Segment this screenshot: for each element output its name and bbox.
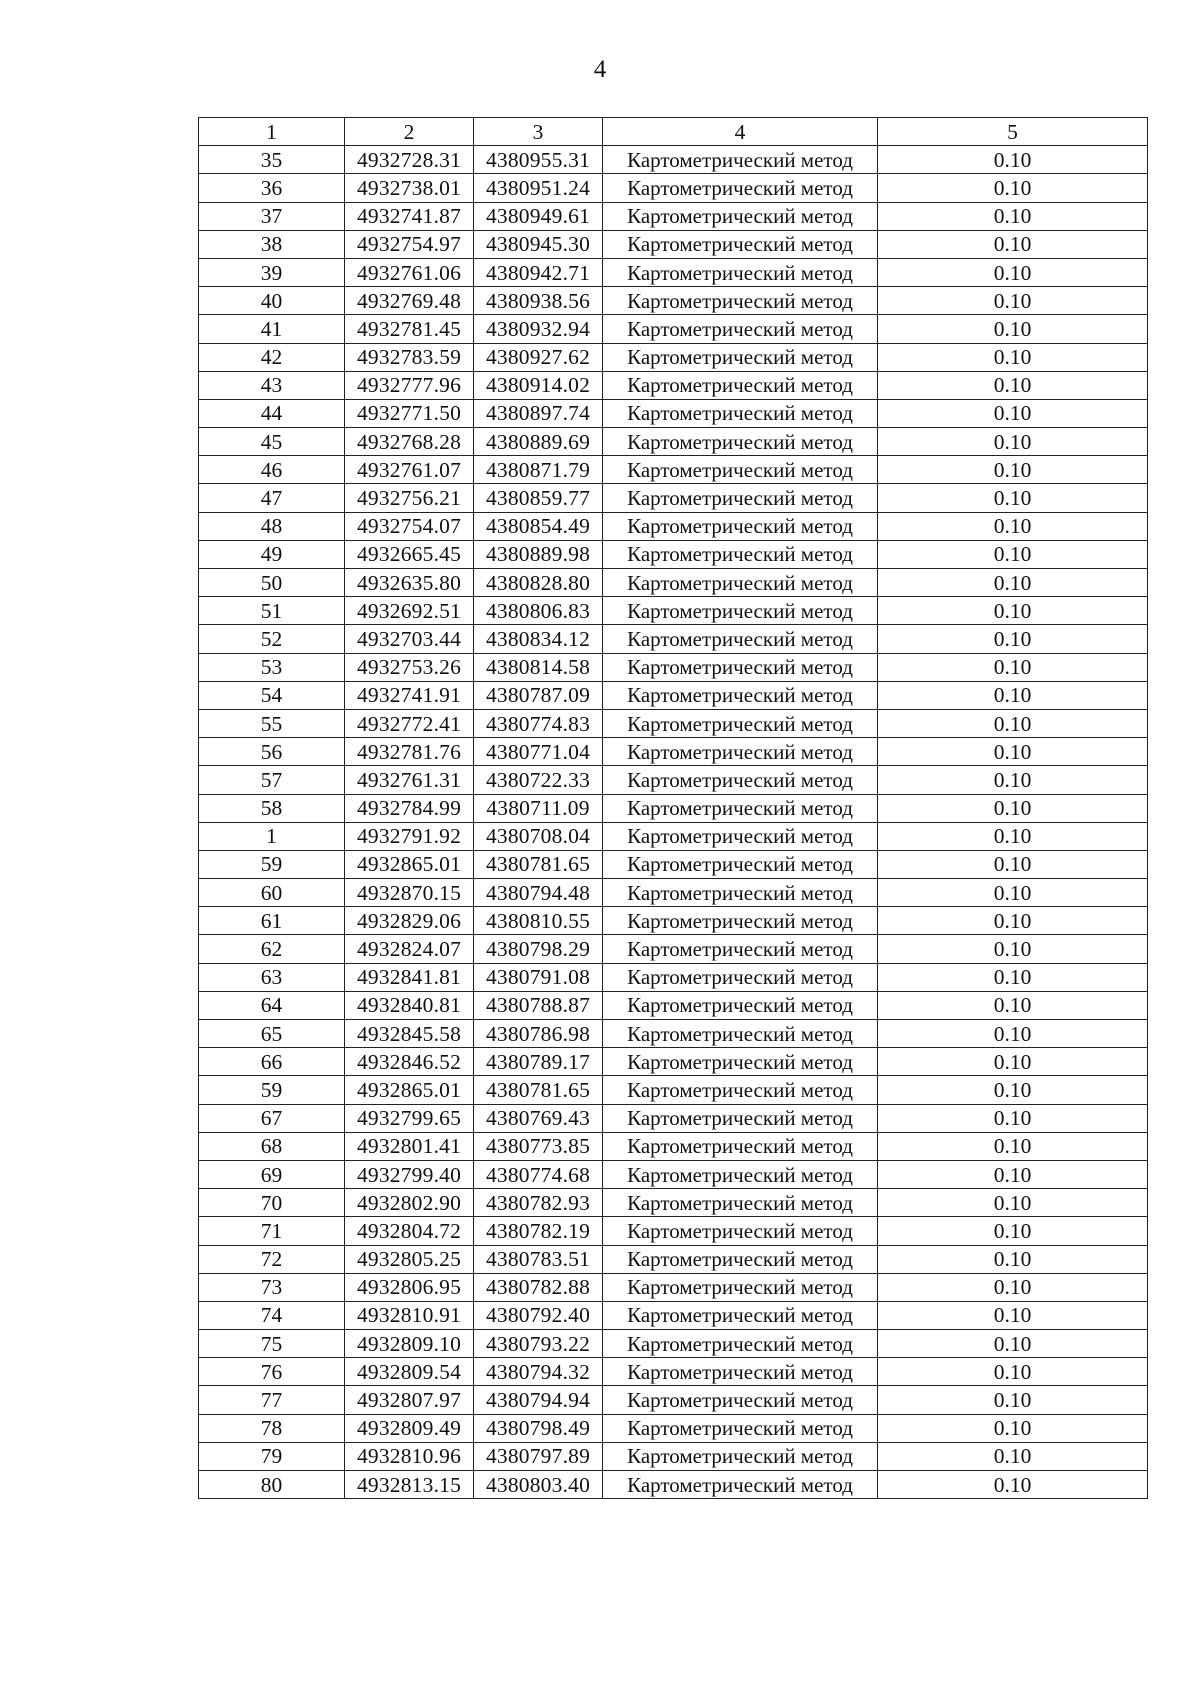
table-row bbox=[199, 1301, 1148, 1329]
table-row bbox=[199, 399, 1148, 427]
point-number-cell: 44 bbox=[199, 399, 345, 427]
table-row bbox=[199, 822, 1148, 850]
y-coordinate-cell: 4380889.98 bbox=[474, 540, 603, 568]
x-coordinate-cell: 4932728.31 bbox=[345, 146, 474, 174]
precision-cell: 0.10 bbox=[878, 484, 1148, 512]
x-coordinate-cell: 4932769.48 bbox=[345, 287, 474, 315]
x-coordinate-cell: 4932829.06 bbox=[345, 907, 474, 935]
point-number-cell: 37 bbox=[199, 202, 345, 230]
y-coordinate-cell: 4380708.04 bbox=[474, 822, 603, 850]
y-coordinate-cell: 4380798.29 bbox=[474, 935, 603, 963]
y-coordinate-cell: 4380789.17 bbox=[474, 1048, 603, 1076]
x-coordinate-cell: 4932754.97 bbox=[345, 230, 474, 258]
x-coordinate-cell: 4932791.92 bbox=[345, 822, 474, 850]
precision-cell: 0.10 bbox=[878, 1160, 1148, 1188]
x-coordinate-cell: 4932865.01 bbox=[345, 850, 474, 878]
method-cell: Картометрический метод bbox=[603, 428, 878, 456]
point-number-cell: 70 bbox=[199, 1189, 345, 1217]
point-number-cell: 46 bbox=[199, 456, 345, 484]
precision-cell: 0.10 bbox=[878, 879, 1148, 907]
point-number-cell: 66 bbox=[199, 1048, 345, 1076]
method-cell: Картометрический метод bbox=[603, 1358, 878, 1386]
method-cell: Картометрический метод bbox=[603, 738, 878, 766]
precision-cell: 0.10 bbox=[878, 1386, 1148, 1414]
x-coordinate-cell: 4932846.52 bbox=[345, 1048, 474, 1076]
x-coordinate-cell: 4932810.96 bbox=[345, 1442, 474, 1470]
y-coordinate-cell: 4380798.49 bbox=[474, 1414, 603, 1442]
table-header-row bbox=[199, 118, 1148, 146]
y-coordinate-cell: 4380889.69 bbox=[474, 428, 603, 456]
table-row bbox=[199, 315, 1148, 343]
precision-cell: 0.10 bbox=[878, 907, 1148, 935]
method-cell: Картометрический метод bbox=[603, 1273, 878, 1301]
y-coordinate-cell: 4380781.65 bbox=[474, 1076, 603, 1104]
method-cell: Картометрический метод bbox=[603, 202, 878, 230]
point-number-cell: 74 bbox=[199, 1301, 345, 1329]
table-row bbox=[199, 540, 1148, 568]
precision-cell: 0.10 bbox=[878, 343, 1148, 371]
table-row bbox=[199, 1414, 1148, 1442]
x-coordinate-cell: 4932799.65 bbox=[345, 1104, 474, 1132]
table-body bbox=[199, 118, 1148, 1499]
point-number-cell: 69 bbox=[199, 1160, 345, 1188]
y-coordinate-cell: 4380782.88 bbox=[474, 1273, 603, 1301]
table-row bbox=[199, 597, 1148, 625]
x-coordinate-cell: 4932802.90 bbox=[345, 1189, 474, 1217]
precision-cell: 0.10 bbox=[878, 766, 1148, 794]
precision-cell: 0.10 bbox=[878, 174, 1148, 202]
table-row bbox=[199, 343, 1148, 371]
precision-cell: 0.10 bbox=[878, 1020, 1148, 1048]
x-coordinate-cell: 4932813.15 bbox=[345, 1471, 474, 1499]
point-number-cell: 38 bbox=[199, 230, 345, 258]
table-row bbox=[199, 794, 1148, 822]
precision-cell: 0.10 bbox=[878, 794, 1148, 822]
precision-cell: 0.10 bbox=[878, 230, 1148, 258]
table-row bbox=[199, 1358, 1148, 1386]
x-coordinate-cell: 4932761.07 bbox=[345, 456, 474, 484]
precision-cell: 0.10 bbox=[878, 540, 1148, 568]
coordinates-table bbox=[198, 117, 1148, 1499]
y-coordinate-cell: 4380871.79 bbox=[474, 456, 603, 484]
y-coordinate-cell: 4380834.12 bbox=[474, 625, 603, 653]
table-row bbox=[199, 1076, 1148, 1104]
x-coordinate-cell: 4932809.10 bbox=[345, 1330, 474, 1358]
precision-cell: 0.10 bbox=[878, 371, 1148, 399]
table-row bbox=[199, 484, 1148, 512]
y-coordinate-cell: 4380783.51 bbox=[474, 1245, 603, 1273]
point-number-cell: 47 bbox=[199, 484, 345, 512]
x-coordinate-cell: 4932761.31 bbox=[345, 766, 474, 794]
method-cell: Картометрический метод bbox=[603, 991, 878, 1019]
precision-cell: 0.10 bbox=[878, 399, 1148, 427]
precision-cell: 0.10 bbox=[878, 625, 1148, 653]
point-number-cell: 76 bbox=[199, 1358, 345, 1386]
y-coordinate-cell: 4380782.93 bbox=[474, 1189, 603, 1217]
precision-cell: 0.10 bbox=[878, 1245, 1148, 1273]
method-cell: Картометрический метод bbox=[603, 1217, 878, 1245]
table-row bbox=[199, 146, 1148, 174]
method-cell: Картометрический метод bbox=[603, 963, 878, 991]
x-coordinate-cell: 4932784.99 bbox=[345, 794, 474, 822]
y-coordinate-cell: 4380951.24 bbox=[474, 174, 603, 202]
x-coordinate-cell: 4932865.01 bbox=[345, 1076, 474, 1104]
point-number-cell: 53 bbox=[199, 653, 345, 681]
method-cell: Картометрический метод bbox=[603, 1414, 878, 1442]
method-cell: Картометрический метод bbox=[603, 512, 878, 540]
x-coordinate-cell: 4932841.81 bbox=[345, 963, 474, 991]
point-number-cell: 49 bbox=[199, 540, 345, 568]
table-row bbox=[199, 766, 1148, 794]
y-coordinate-cell: 4380949.61 bbox=[474, 202, 603, 230]
precision-cell: 0.10 bbox=[878, 1076, 1148, 1104]
method-cell: Картометрический метод bbox=[603, 1160, 878, 1188]
point-number-cell: 42 bbox=[199, 343, 345, 371]
method-cell: Картометрический метод bbox=[603, 907, 878, 935]
point-number-cell: 65 bbox=[199, 1020, 345, 1048]
y-coordinate-cell: 4380792.40 bbox=[474, 1301, 603, 1329]
x-coordinate-cell: 4932807.97 bbox=[345, 1386, 474, 1414]
point-number-cell: 61 bbox=[199, 907, 345, 935]
point-number-cell: 39 bbox=[199, 258, 345, 286]
table-row bbox=[199, 963, 1148, 991]
y-coordinate-cell: 4380786.98 bbox=[474, 1020, 603, 1048]
x-coordinate-cell: 4932738.01 bbox=[345, 174, 474, 202]
x-coordinate-cell: 4932692.51 bbox=[345, 597, 474, 625]
header-cell-y: 3 bbox=[474, 118, 603, 146]
y-coordinate-cell: 4380769.43 bbox=[474, 1104, 603, 1132]
y-coordinate-cell: 4380814.58 bbox=[474, 653, 603, 681]
precision-cell: 0.10 bbox=[878, 1189, 1148, 1217]
x-coordinate-cell: 4932809.49 bbox=[345, 1414, 474, 1442]
method-cell: Картометрический метод bbox=[603, 569, 878, 597]
x-coordinate-cell: 4932801.41 bbox=[345, 1132, 474, 1160]
method-cell: Картометрический метод bbox=[603, 258, 878, 286]
precision-cell: 0.10 bbox=[878, 456, 1148, 484]
x-coordinate-cell: 4932799.40 bbox=[345, 1160, 474, 1188]
method-cell: Картометрический метод bbox=[603, 1076, 878, 1104]
method-cell: Картометрический метод bbox=[603, 540, 878, 568]
x-coordinate-cell: 4932805.25 bbox=[345, 1245, 474, 1273]
table-row bbox=[199, 1386, 1148, 1414]
y-coordinate-cell: 4380955.31 bbox=[474, 146, 603, 174]
x-coordinate-cell: 4932665.45 bbox=[345, 540, 474, 568]
table-row bbox=[199, 1245, 1148, 1273]
x-coordinate-cell: 4932804.72 bbox=[345, 1217, 474, 1245]
method-cell: Картометрический метод bbox=[603, 456, 878, 484]
y-coordinate-cell: 4380773.85 bbox=[474, 1132, 603, 1160]
point-number-cell: 79 bbox=[199, 1442, 345, 1470]
point-number-cell: 72 bbox=[199, 1245, 345, 1273]
y-coordinate-cell: 4380794.94 bbox=[474, 1386, 603, 1414]
precision-cell: 0.10 bbox=[878, 428, 1148, 456]
x-coordinate-cell: 4932771.50 bbox=[345, 399, 474, 427]
precision-cell: 0.10 bbox=[878, 681, 1148, 709]
table-row bbox=[199, 935, 1148, 963]
table-row bbox=[199, 202, 1148, 230]
x-coordinate-cell: 4932845.58 bbox=[345, 1020, 474, 1048]
y-coordinate-cell: 4380806.83 bbox=[474, 597, 603, 625]
precision-cell: 0.10 bbox=[878, 569, 1148, 597]
table-row bbox=[199, 738, 1148, 766]
precision-cell: 0.10 bbox=[878, 738, 1148, 766]
method-cell: Картометрический метод bbox=[603, 174, 878, 202]
precision-cell: 0.10 bbox=[878, 146, 1148, 174]
precision-cell: 0.10 bbox=[878, 512, 1148, 540]
point-number-cell: 68 bbox=[199, 1132, 345, 1160]
x-coordinate-cell: 4932809.54 bbox=[345, 1358, 474, 1386]
table-row bbox=[199, 1217, 1148, 1245]
precision-cell: 0.10 bbox=[878, 653, 1148, 681]
table-row bbox=[199, 653, 1148, 681]
y-coordinate-cell: 4380938.56 bbox=[474, 287, 603, 315]
method-cell: Картометрический метод bbox=[603, 484, 878, 512]
x-coordinate-cell: 4932753.26 bbox=[345, 653, 474, 681]
y-coordinate-cell: 4380791.08 bbox=[474, 963, 603, 991]
table-row bbox=[199, 1471, 1148, 1499]
y-coordinate-cell: 4380797.89 bbox=[474, 1442, 603, 1470]
table-row bbox=[199, 174, 1148, 202]
method-cell: Картометрический метод bbox=[603, 597, 878, 625]
y-coordinate-cell: 4380774.68 bbox=[474, 1160, 603, 1188]
method-cell: Картометрический метод bbox=[603, 879, 878, 907]
point-number-cell: 35 bbox=[199, 146, 345, 174]
point-number-cell: 55 bbox=[199, 709, 345, 737]
precision-cell: 0.10 bbox=[878, 709, 1148, 737]
point-number-cell: 59 bbox=[199, 1076, 345, 1104]
y-coordinate-cell: 4380788.87 bbox=[474, 991, 603, 1019]
point-number-cell: 80 bbox=[199, 1471, 345, 1499]
method-cell: Картометрический метод bbox=[603, 681, 878, 709]
y-coordinate-cell: 4380932.94 bbox=[474, 315, 603, 343]
method-cell: Картометрический метод bbox=[603, 822, 878, 850]
table-row bbox=[199, 850, 1148, 878]
precision-cell: 0.10 bbox=[878, 202, 1148, 230]
y-coordinate-cell: 4380782.19 bbox=[474, 1217, 603, 1245]
method-cell: Картометрический метод bbox=[603, 1330, 878, 1358]
table-row bbox=[199, 907, 1148, 935]
table-row bbox=[199, 371, 1148, 399]
point-number-cell: 67 bbox=[199, 1104, 345, 1132]
method-cell: Картометрический метод bbox=[603, 1471, 878, 1499]
point-number-cell: 54 bbox=[199, 681, 345, 709]
x-coordinate-cell: 4932777.96 bbox=[345, 371, 474, 399]
point-number-cell: 56 bbox=[199, 738, 345, 766]
y-coordinate-cell: 4380794.48 bbox=[474, 879, 603, 907]
table-row bbox=[199, 456, 1148, 484]
point-number-cell: 78 bbox=[199, 1414, 345, 1442]
point-number-cell: 63 bbox=[199, 963, 345, 991]
method-cell: Картометрический метод bbox=[603, 287, 878, 315]
table-row bbox=[199, 879, 1148, 907]
point-number-cell: 40 bbox=[199, 287, 345, 315]
header-cell-precision: 5 bbox=[878, 118, 1148, 146]
y-coordinate-cell: 4380711.09 bbox=[474, 794, 603, 822]
precision-cell: 0.10 bbox=[878, 1048, 1148, 1076]
point-number-cell: 52 bbox=[199, 625, 345, 653]
y-coordinate-cell: 4380828.80 bbox=[474, 569, 603, 597]
precision-cell: 0.10 bbox=[878, 258, 1148, 286]
x-coordinate-cell: 4932772.41 bbox=[345, 709, 474, 737]
precision-cell: 0.10 bbox=[878, 597, 1148, 625]
method-cell: Картометрический метод bbox=[603, 343, 878, 371]
point-number-cell: 43 bbox=[199, 371, 345, 399]
precision-cell: 0.10 bbox=[878, 1217, 1148, 1245]
x-coordinate-cell: 4932840.81 bbox=[345, 991, 474, 1019]
y-coordinate-cell: 4380810.55 bbox=[474, 907, 603, 935]
table-row bbox=[199, 230, 1148, 258]
x-coordinate-cell: 4932870.15 bbox=[345, 879, 474, 907]
table-row bbox=[199, 1330, 1148, 1358]
table-row bbox=[199, 1160, 1148, 1188]
point-number-cell: 59 bbox=[199, 850, 345, 878]
y-coordinate-cell: 4380854.49 bbox=[474, 512, 603, 540]
y-coordinate-cell: 4380803.40 bbox=[474, 1471, 603, 1499]
method-cell: Картометрический метод bbox=[603, 1020, 878, 1048]
method-cell: Картометрический метод bbox=[603, 1442, 878, 1470]
y-coordinate-cell: 4380794.32 bbox=[474, 1358, 603, 1386]
method-cell: Картометрический метод bbox=[603, 766, 878, 794]
method-cell: Картометрический метод bbox=[603, 1386, 878, 1414]
precision-cell: 0.10 bbox=[878, 1442, 1148, 1470]
point-number-cell: 45 bbox=[199, 428, 345, 456]
table-row bbox=[199, 1048, 1148, 1076]
point-number-cell: 71 bbox=[199, 1217, 345, 1245]
method-cell: Картометрический метод bbox=[603, 935, 878, 963]
y-coordinate-cell: 4380927.62 bbox=[474, 343, 603, 371]
precision-cell: 0.10 bbox=[878, 1358, 1148, 1386]
x-coordinate-cell: 4932761.06 bbox=[345, 258, 474, 286]
point-number-cell: 60 bbox=[199, 879, 345, 907]
y-coordinate-cell: 4380859.77 bbox=[474, 484, 603, 512]
point-number-cell: 48 bbox=[199, 512, 345, 540]
table-row bbox=[199, 1132, 1148, 1160]
method-cell: Картометрический метод bbox=[603, 315, 878, 343]
table-row bbox=[199, 1273, 1148, 1301]
y-coordinate-cell: 4380771.04 bbox=[474, 738, 603, 766]
point-number-cell: 36 bbox=[199, 174, 345, 202]
point-number-cell: 58 bbox=[199, 794, 345, 822]
precision-cell: 0.10 bbox=[878, 1301, 1148, 1329]
y-coordinate-cell: 4380722.33 bbox=[474, 766, 603, 794]
y-coordinate-cell: 4380942.71 bbox=[474, 258, 603, 286]
table-row bbox=[199, 1189, 1148, 1217]
precision-cell: 0.10 bbox=[878, 991, 1148, 1019]
x-coordinate-cell: 4932824.07 bbox=[345, 935, 474, 963]
point-number-cell: 62 bbox=[199, 935, 345, 963]
x-coordinate-cell: 4932754.07 bbox=[345, 512, 474, 540]
y-coordinate-cell: 4380945.30 bbox=[474, 230, 603, 258]
table-row bbox=[199, 1104, 1148, 1132]
table-row bbox=[199, 512, 1148, 540]
point-number-cell: 75 bbox=[199, 1330, 345, 1358]
precision-cell: 0.10 bbox=[878, 850, 1148, 878]
x-coordinate-cell: 4932703.44 bbox=[345, 625, 474, 653]
x-coordinate-cell: 4932768.28 bbox=[345, 428, 474, 456]
table-row bbox=[199, 287, 1148, 315]
x-coordinate-cell: 4932810.91 bbox=[345, 1301, 474, 1329]
x-coordinate-cell: 4932806.95 bbox=[345, 1273, 474, 1301]
precision-cell: 0.10 bbox=[878, 315, 1148, 343]
point-number-cell: 51 bbox=[199, 597, 345, 625]
precision-cell: 0.10 bbox=[878, 935, 1148, 963]
table-row bbox=[199, 709, 1148, 737]
precision-cell: 0.10 bbox=[878, 1330, 1148, 1358]
precision-cell: 0.10 bbox=[878, 1132, 1148, 1160]
method-cell: Картометрический метод bbox=[603, 794, 878, 822]
method-cell: Картометрический метод bbox=[603, 1132, 878, 1160]
precision-cell: 0.10 bbox=[878, 1414, 1148, 1442]
y-coordinate-cell: 4380781.65 bbox=[474, 850, 603, 878]
precision-cell: 0.10 bbox=[878, 963, 1148, 991]
y-coordinate-cell: 4380793.22 bbox=[474, 1330, 603, 1358]
y-coordinate-cell: 4380787.09 bbox=[474, 681, 603, 709]
table-row bbox=[199, 428, 1148, 456]
method-cell: Картометрический метод bbox=[603, 850, 878, 878]
precision-cell: 0.10 bbox=[878, 1104, 1148, 1132]
method-cell: Картометрический метод bbox=[603, 1048, 878, 1076]
y-coordinate-cell: 4380914.02 bbox=[474, 371, 603, 399]
point-number-cell: 73 bbox=[199, 1273, 345, 1301]
method-cell: Картометрический метод bbox=[603, 625, 878, 653]
point-number-cell: 57 bbox=[199, 766, 345, 794]
y-coordinate-cell: 4380774.83 bbox=[474, 709, 603, 737]
x-coordinate-cell: 4932635.80 bbox=[345, 569, 474, 597]
method-cell: Картометрический метод bbox=[603, 1245, 878, 1273]
method-cell: Картометрический метод bbox=[603, 1301, 878, 1329]
precision-cell: 0.10 bbox=[878, 287, 1148, 315]
table-row bbox=[199, 1442, 1148, 1470]
y-coordinate-cell: 4380897.74 bbox=[474, 399, 603, 427]
point-number-cell: 64 bbox=[199, 991, 345, 1019]
method-cell: Картометрический метод bbox=[603, 1104, 878, 1132]
method-cell: Картометрический метод bbox=[603, 371, 878, 399]
table-row bbox=[199, 569, 1148, 597]
page-number: 4 bbox=[593, 56, 607, 83]
x-coordinate-cell: 4932781.45 bbox=[345, 315, 474, 343]
x-coordinate-cell: 4932783.59 bbox=[345, 343, 474, 371]
header-cell-point-number: 1 bbox=[199, 118, 345, 146]
point-number-cell: 41 bbox=[199, 315, 345, 343]
precision-cell: 0.10 bbox=[878, 1471, 1148, 1499]
table-row bbox=[199, 991, 1148, 1019]
point-number-cell: 50 bbox=[199, 569, 345, 597]
point-number-cell: 1 bbox=[199, 822, 345, 850]
header-cell-method: 4 bbox=[603, 118, 878, 146]
x-coordinate-cell: 4932756.21 bbox=[345, 484, 474, 512]
table-row bbox=[199, 1020, 1148, 1048]
precision-cell: 0.10 bbox=[878, 822, 1148, 850]
x-coordinate-cell: 4932741.87 bbox=[345, 202, 474, 230]
method-cell: Картометрический метод bbox=[603, 1189, 878, 1217]
table-row bbox=[199, 625, 1148, 653]
table-row bbox=[199, 258, 1148, 286]
header-cell-x: 2 bbox=[345, 118, 474, 146]
point-number-cell: 77 bbox=[199, 1386, 345, 1414]
precision-cell: 0.10 bbox=[878, 1273, 1148, 1301]
method-cell: Картометрический метод bbox=[603, 709, 878, 737]
table-row bbox=[199, 681, 1148, 709]
x-coordinate-cell: 4932741.91 bbox=[345, 681, 474, 709]
method-cell: Картометрический метод bbox=[603, 146, 878, 174]
method-cell: Картометрический метод bbox=[603, 653, 878, 681]
x-coordinate-cell: 4932781.76 bbox=[345, 738, 474, 766]
method-cell: Картометрический метод bbox=[603, 230, 878, 258]
method-cell: Картометрический метод bbox=[603, 399, 878, 427]
